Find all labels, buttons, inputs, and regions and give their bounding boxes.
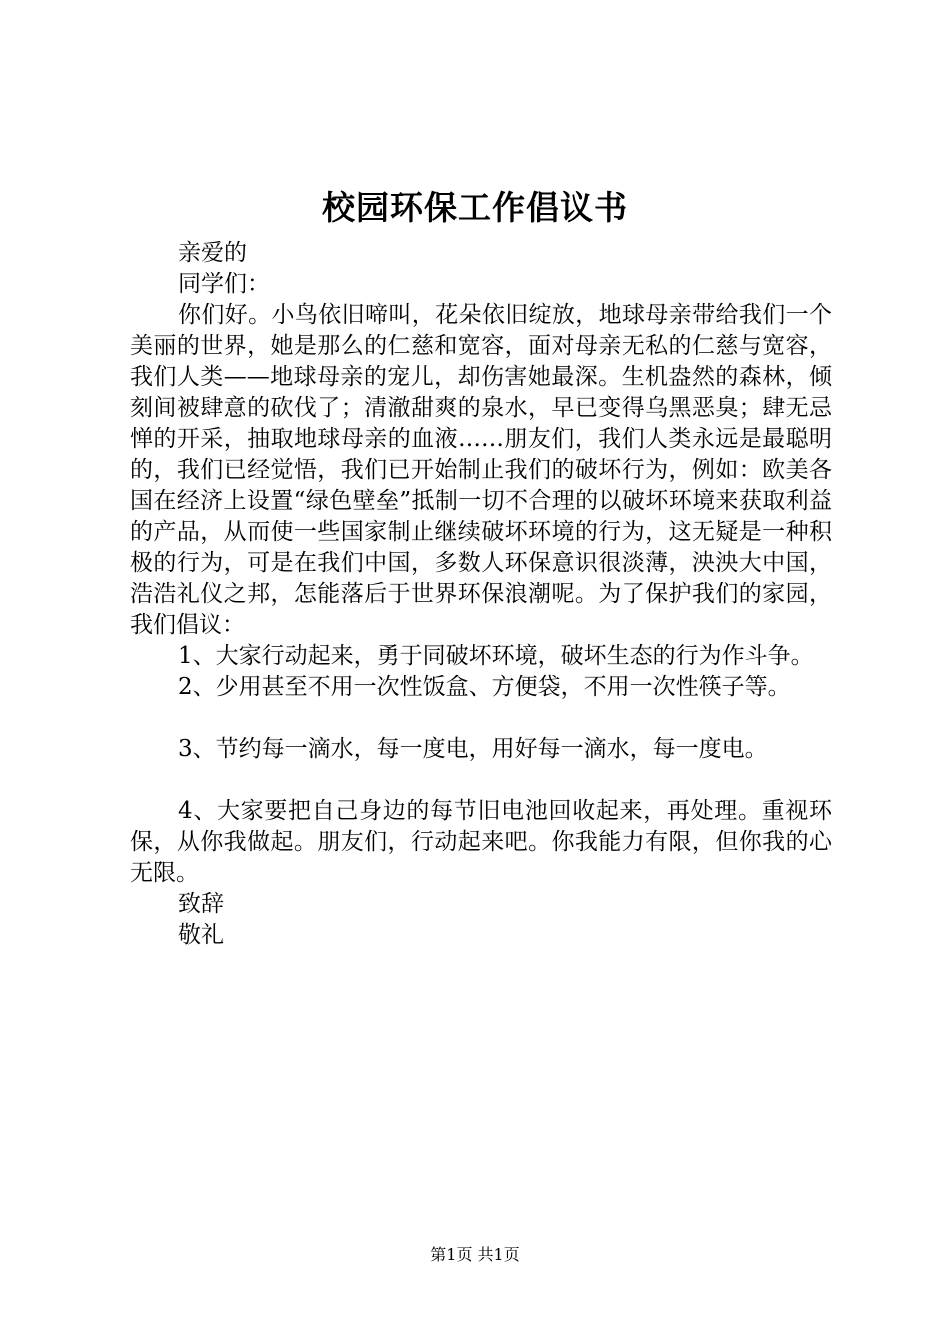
- document-title: 校园环保工作倡议书: [322, 188, 628, 227]
- spacer: [130, 765, 832, 796]
- salutation-line-1: 亲爱的: [178, 240, 247, 266]
- proposal-item-2: 2、少用甚至不用一次性饭盒、方便袋，不用一次性筷子等。: [178, 674, 791, 700]
- closing-line-1: 致辞: [178, 891, 224, 917]
- closing-line-2: 敬礼: [178, 922, 224, 948]
- proposal-item-1: 1、大家行动起来，勇于同破坏环境，破坏生态的行为作斗争。: [178, 643, 814, 669]
- page-footer: 第1页 共1页: [430, 1245, 520, 1264]
- spacer: [130, 703, 832, 734]
- main-paragraph: 你们好。小鸟依旧啼叫，花朵依旧绽放，地球母亲带给我们一个美丽的世界，她是那么的仁慈和宽容，面对母亲无私的仁慈与宽容，我们人类——地球母亲的宠儿，却伤害她最深。生机盎然的森林，倾刻间被肆意的砍伐了；清澈甜爽的泉水，早已变得乌黑恶臭；肆无忌惮的开采，抽取地球母亲的血液……朋友们，我们人类永远是最聪明的，我们已经觉悟，我们已开始制止我们的破坏行为，例如：欧美各国在经济上设置“绿色壁垒”抵制一切不合理的以破坏环境来获取利益的产品，从而使一些国家制止继续破坏环境的行为，这无疑是一种积极的行为，可是在我们中国，多数人环保意识很淡薄，泱泱大中国，浩浩礼仪之邦，怎能落后于世界环保浪潮呢。为了保护我们的家园，我们倡议：: [130, 302, 832, 638]
- proposal-item-4: 4、大家要把自己身边的每节旧电池回收起来，再处理。重视环保，从你我做起。朋友们，行动起来吧。你我能力有限，但你我的心无限。: [130, 798, 832, 886]
- salutation-line-2: 同学们：: [178, 271, 270, 297]
- document-body: [130, 238, 832, 951]
- proposal-item-3: 3、节约每一滴水，每一度电，用好每一滴水，每一度电。: [178, 736, 768, 762]
